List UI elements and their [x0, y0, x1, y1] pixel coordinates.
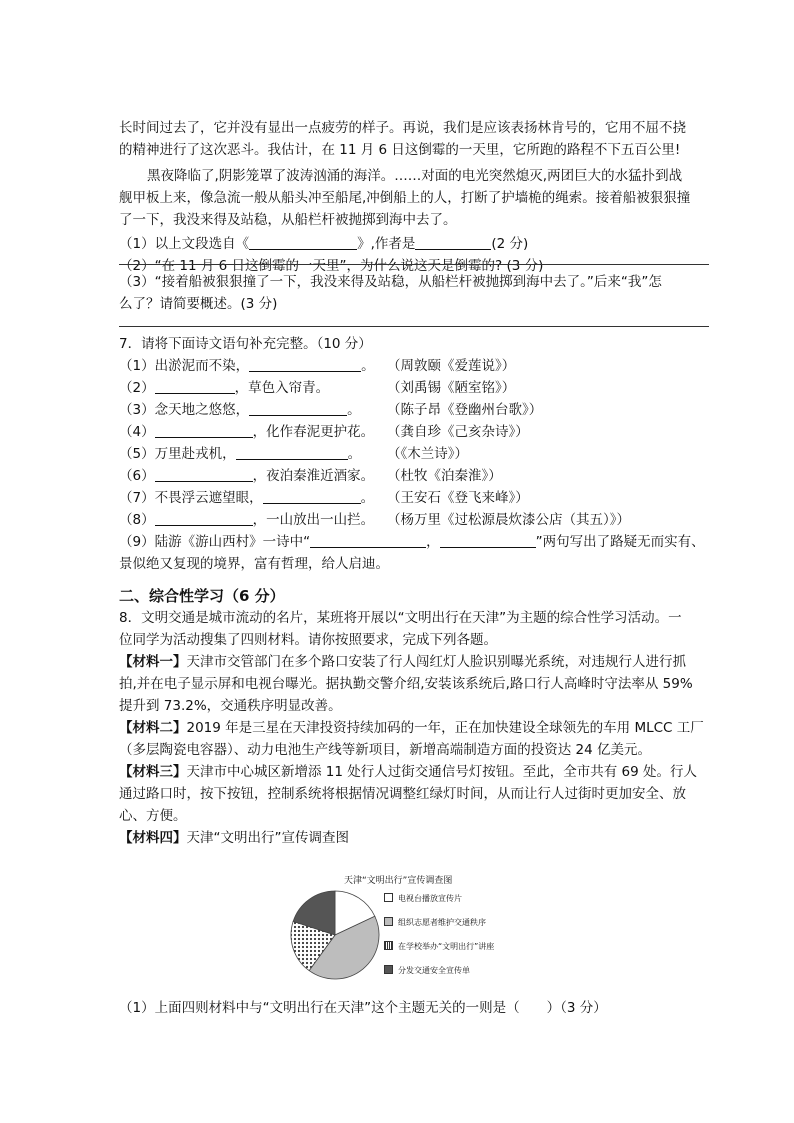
poem-item: （2） ，草色入帘青。 [119, 380, 330, 396]
material-1-line3: 提升到 73.2%，交通秩序明显改善。 [119, 698, 342, 714]
poem-source: （周敦颐《爱莲说》） [387, 358, 516, 374]
poem-source: （杨万里《过松源晨炊漆公店（其五）》） [387, 512, 630, 528]
answer-line[interactable] [119, 264, 709, 265]
passage-line: 的精神进行了这次恶斗。我估计，在 11 月 6 日这倒霉的一天里，它所跑的路程不下五百公里! [119, 142, 681, 158]
poem-source: （杜牧《泊秦淮》） [387, 468, 502, 484]
answer-line[interactable] [119, 326, 709, 327]
poem-item-9: （9）陆游《游山西村》一诗中“ ， ”两句写出了路疑无而实有、 [119, 534, 705, 550]
passage-line: 长时间过去了，它并没有显出一点疲劳的样子。再说，我们是应该表扬林肯号的，它用不屈不挠 [119, 120, 686, 136]
poem-item: （6） ，夜泊秦淮近酒家。 [119, 468, 375, 484]
answer-blank[interactable] [440, 533, 536, 548]
material-3-line3: 心、方便。 [119, 808, 187, 824]
answer-blank[interactable] [236, 445, 348, 460]
answer-blank[interactable] [415, 235, 491, 250]
answer-blank[interactable] [249, 235, 357, 250]
question-6-3-line1: （3）“接着船被狠狠撞了一下，我没来得及站稳，从船栏杆被抛掷到海中去了。”后来“我”怎 [119, 274, 662, 290]
poem-item: （4） ，化作春泥更护花。 [119, 424, 375, 440]
poem-item: （3）念天地之悠悠， 。 [119, 402, 361, 418]
question-7-title: 7．请将下面诗文语句补充完整。（10 分） [119, 336, 372, 352]
answer-blank[interactable] [310, 533, 426, 548]
legend-item: 组织志愿者维护交通秩序 [384, 917, 486, 928]
legend-item: 分发交通安全宣传单 [384, 965, 470, 976]
poem-item-9-line2: 景似绝又复现的境界，富有哲理，给人启迪。 [119, 556, 389, 572]
answer-blank[interactable] [155, 467, 253, 482]
passage-line: 了一下，我没来得及站稳，从船栏杆被抛掷到海中去了。 [119, 212, 457, 228]
question-8-line1: 8．文明交通是城市流动的名片，某班将开展以“文明出行在天津”为主题的综合性学习活动。一 [119, 610, 682, 626]
question-6-3-line2: 么了？请简要概述。(3 分) [119, 296, 278, 312]
material-1-line2: 拍,并在电子显示屏和电视台曝光。据执勤交警介绍,安装该系统后,路口行人高峰时守法率从 59% [119, 676, 693, 692]
legend-swatch [384, 917, 393, 926]
poem-source: （龚自珍《己亥杂诗》） [387, 424, 529, 440]
question-6-1: （1）以上文段选自《 》,作者是 (2 分) [119, 236, 529, 252]
material-1: 【材料一】天津市交管部门在多个路口安装了行人闯红灯人脸识别曝光系统，对违规行人进行抓 [119, 654, 686, 670]
material-4: 【材料四】天津“文明出行”宣传调查图 [119, 830, 349, 846]
pie-chart-svg [289, 889, 381, 981]
question-6-2: （2）“在 11 月 6 日这倒霉的一天里”，为什么说这天是倒霉的? (3 分) [119, 258, 544, 274]
material-3-line2: 通过路口时，按下按钮，控制系统将根据情况调整红绿灯时间，从而让行人过街时更加安全、放 [119, 786, 686, 802]
poem-source: （《木兰诗》） [387, 446, 468, 462]
material-3: 【材料三】天津市中心城区新增添 11 处行人过街交通信号灯按钮。至此，全市共有 69 处。行人 [119, 764, 698, 780]
question-8-line2: 位同学为活动搜集了四则材料。请你按照要求，完成下列各题。 [119, 632, 497, 648]
poem-source: （陈子昂《登幽州台歌》） [387, 402, 543, 418]
material-2: 【材料二】2019 年是三星在天津投资持续加码的一年，正在加快建设全球领先的车用 MLCC 工厂 [119, 720, 704, 736]
question-8-1: （1）上面四则材料中与“文明出行在天津”这个主题无关的一则是（ ）（3 分） [119, 1000, 607, 1016]
legend-item: 在学校举办“文明出行”讲座 [384, 941, 494, 952]
poem-source: （王安石《登飞来峰》） [387, 490, 529, 506]
answer-blank[interactable] [155, 379, 235, 394]
answer-blank[interactable] [249, 401, 347, 416]
poem-item: （1）出淤泥而不染， 。 [119, 358, 375, 374]
answer-blank[interactable] [249, 357, 361, 372]
answer-blank[interactable] [263, 489, 361, 504]
poem-source: （刘禹锡《陋室铭》） [387, 380, 516, 396]
answer-blank[interactable] [155, 511, 253, 526]
chart-title: 天津“文明出行”宣传调查图 [344, 876, 453, 886]
poem-item: （7）不畏浮云遮望眼， 。 [119, 490, 375, 506]
answer-blank[interactable] [155, 423, 253, 438]
legend-item: 电视台播放宣传片 [384, 893, 462, 904]
poem-item: （5）万里赴戎机， 。 [119, 446, 362, 462]
legend-swatch [384, 893, 393, 902]
section-title: 二、综合性学习（6 分） [119, 587, 285, 605]
poem-item: （8） ，一山放出一山拦。 [119, 512, 375, 528]
passage-line: 黑夜降临了,阴影笼罩了波涛汹涌的海洋。……对面的电光突然熄灭,两团巨大的水猛扑到战 [147, 168, 683, 184]
pie-chart [289, 873, 529, 988]
material-2-line2: （多层陶瓷电容器）、动力电池生产线等新项目，新增高端制造方面的投资达 24 亿美元。 [119, 742, 652, 758]
legend-swatch [384, 941, 393, 950]
passage-line: 舰甲板上来，像急流一般从船头冲至船尾,冲倒船上的人，打断了护墙桅的绳索。接着船被狠狠撞 [119, 190, 691, 206]
legend-swatch [384, 965, 393, 974]
